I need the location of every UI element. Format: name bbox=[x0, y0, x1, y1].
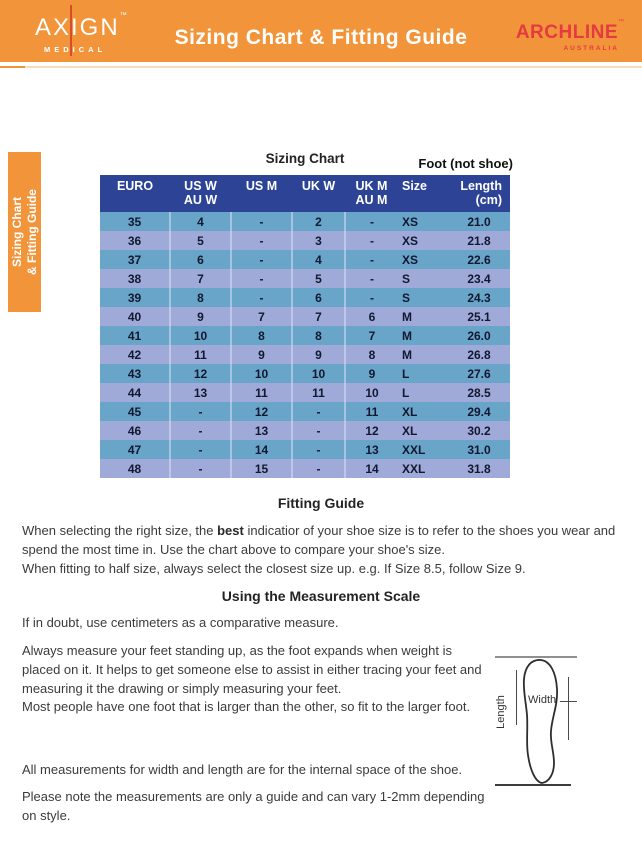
width-reference-line bbox=[568, 677, 569, 740]
table-cell: 39 bbox=[100, 288, 170, 307]
side-tab-label: Sizing Chart & Fitting Guide bbox=[9, 189, 39, 275]
table-cell: M bbox=[398, 326, 448, 345]
table-cell: - bbox=[231, 212, 292, 231]
table-cell: 31.0 bbox=[448, 440, 510, 459]
table-cell: 27.6 bbox=[448, 364, 510, 383]
sizing-table bbox=[100, 175, 511, 478]
table-cell: - bbox=[170, 402, 231, 421]
axign-brand-text: AXIGN bbox=[35, 14, 120, 41]
table-cell: 11 bbox=[345, 402, 398, 421]
table-cell: 13 bbox=[231, 421, 292, 440]
table-cell: - bbox=[231, 288, 292, 307]
table-cell: - bbox=[292, 440, 345, 459]
axign-trademark: ™ bbox=[119, 12, 127, 19]
table-cell: 46 bbox=[100, 421, 170, 440]
axign-logo bbox=[35, 14, 127, 54]
column-header-uk-w: UK W bbox=[292, 175, 345, 212]
table-cell: 43 bbox=[100, 364, 170, 383]
table-cell: 5 bbox=[292, 269, 345, 288]
table-cell: 8 bbox=[292, 326, 345, 345]
sizing-chart-title: Sizing Chart bbox=[265, 151, 345, 166]
archline-trademark: ™ bbox=[618, 19, 624, 25]
table-cell: 38 bbox=[100, 269, 170, 288]
measurement-paragraph-4: All measurements for width and length are for the internal space of the shoe. bbox=[22, 762, 463, 777]
table-cell: 6 bbox=[292, 288, 345, 307]
length-reference-line bbox=[516, 670, 517, 725]
table-cell: 10 bbox=[345, 383, 398, 402]
table-cell: 4 bbox=[292, 250, 345, 269]
axign-sub-text: MEDICAL bbox=[44, 45, 107, 54]
table-cell: 12 bbox=[231, 402, 292, 421]
table-cell: 31.8 bbox=[448, 459, 510, 478]
table-row bbox=[100, 326, 510, 345]
table-row bbox=[100, 440, 510, 459]
table-cell: 36 bbox=[100, 231, 170, 250]
measurement-paragraph-2: Always measure your feet standing up, as the foot expands when weight is placed on it. It helps to get someone else to assist in either tracing your feet and measuring it the drawing or simply measuring your feet. bbox=[22, 643, 482, 696]
table-cell: L bbox=[398, 364, 448, 383]
table-cell: 37 bbox=[100, 250, 170, 269]
table-cell: M bbox=[398, 345, 448, 364]
width-label: Width bbox=[528, 694, 557, 706]
fitting-guide-heading: Fitting Guide bbox=[277, 495, 365, 511]
table-cell: XS bbox=[398, 250, 448, 269]
foot-outline-icon bbox=[514, 657, 566, 787]
table-cell: 7 bbox=[345, 326, 398, 345]
table-cell: 22.6 bbox=[448, 250, 510, 269]
fitting-guide-paragraph-1: When selecting the right size, the best indicatior of your shoe size is to refer to the shoes you wear and spend the most time in. Use the chart above to compare your shoe's size. bbox=[22, 523, 616, 557]
table-cell: 12 bbox=[345, 421, 398, 440]
table-cell: 9 bbox=[292, 345, 345, 364]
table-cell: 4 bbox=[170, 212, 231, 231]
table-cell: XL bbox=[398, 402, 448, 421]
table-cell: L bbox=[398, 383, 448, 402]
table-row bbox=[100, 345, 510, 364]
table-cell: 9 bbox=[231, 345, 292, 364]
table-cell: M bbox=[398, 307, 448, 326]
table-cell: 26.0 bbox=[448, 326, 510, 345]
foot-measurement-diagram bbox=[492, 648, 642, 793]
table-cell: S bbox=[398, 269, 448, 288]
table-cell: XXL bbox=[398, 440, 448, 459]
table-cell: - bbox=[170, 440, 231, 459]
table-cell: 48 bbox=[100, 459, 170, 478]
table-row bbox=[100, 421, 510, 440]
table-cell: 23.4 bbox=[448, 269, 510, 288]
table-cell: 12 bbox=[170, 364, 231, 383]
column-header-us-w: US W AU W bbox=[170, 175, 231, 212]
table-row bbox=[100, 212, 510, 231]
sizing-table-body bbox=[100, 212, 510, 478]
table-cell: 5 bbox=[170, 231, 231, 250]
table-cell: - bbox=[170, 421, 231, 440]
table-row bbox=[100, 459, 510, 478]
side-tab bbox=[8, 152, 41, 312]
fitting-guide-paragraph-2: When fitting to half size, always select the closest size up. e.g. If Size 8.5, follow Size 9. bbox=[22, 561, 526, 576]
bold-word: best bbox=[217, 523, 244, 538]
measurement-heading: Using the Measurement Scale bbox=[221, 588, 421, 604]
table-cell: XXL bbox=[398, 459, 448, 478]
table-cell: 10 bbox=[292, 364, 345, 383]
page-title: Sizing Chart & Fitting Guide bbox=[174, 26, 468, 49]
table-cell: 10 bbox=[231, 364, 292, 383]
table-row bbox=[100, 402, 510, 421]
length-label: Length bbox=[495, 695, 507, 729]
table-row bbox=[100, 383, 510, 402]
table-cell: 3 bbox=[292, 231, 345, 250]
table-cell: 13 bbox=[345, 440, 398, 459]
table-cell: 26.8 bbox=[448, 345, 510, 364]
table-row bbox=[100, 250, 510, 269]
table-cell: 6 bbox=[170, 250, 231, 269]
sizing-table-header-row bbox=[100, 175, 510, 212]
table-cell: 30.2 bbox=[448, 421, 510, 440]
table-cell: 44 bbox=[100, 383, 170, 402]
table-cell: 9 bbox=[345, 364, 398, 383]
table-cell: 40 bbox=[100, 307, 170, 326]
table-cell: 11 bbox=[292, 383, 345, 402]
table-cell: S bbox=[398, 288, 448, 307]
archline-logo bbox=[515, 19, 624, 52]
table-cell: 9 bbox=[170, 307, 231, 326]
table-row bbox=[100, 307, 510, 326]
table-cell: - bbox=[292, 402, 345, 421]
table-cell: - bbox=[231, 250, 292, 269]
table-cell: 28.5 bbox=[448, 383, 510, 402]
table-cell: 8 bbox=[231, 326, 292, 345]
table-cell: - bbox=[292, 459, 345, 478]
table-row bbox=[100, 288, 510, 307]
table-row bbox=[100, 269, 510, 288]
table-row bbox=[100, 231, 510, 250]
table-cell: 21.0 bbox=[448, 212, 510, 231]
table-row bbox=[100, 364, 510, 383]
measurement-paragraph-3: Most people have one foot that is larger than the other, so fit to the larger foot. bbox=[22, 699, 471, 714]
header-banner bbox=[0, 0, 642, 62]
table-cell: XS bbox=[398, 231, 448, 250]
sizing-chart-table bbox=[100, 175, 511, 478]
table-cell: 24.3 bbox=[448, 288, 510, 307]
table-cell: 10 bbox=[170, 326, 231, 345]
table-cell: 25.1 bbox=[448, 307, 510, 326]
measurement-paragraph-1: If in doubt, use centimeters as a comparative measure. bbox=[22, 615, 339, 630]
table-cell: 7 bbox=[231, 307, 292, 326]
table-cell: 2 bbox=[292, 212, 345, 231]
table-cell: 6 bbox=[345, 307, 398, 326]
table-cell: 8 bbox=[170, 288, 231, 307]
table-cell: - bbox=[170, 459, 231, 478]
measurement-paragraph-5: Please note the measurements are only a guide and can vary 1-2mm depending on style. bbox=[22, 789, 485, 823]
table-cell: 21.8 bbox=[448, 231, 510, 250]
header-divider bbox=[0, 66, 642, 68]
table-cell: - bbox=[231, 269, 292, 288]
table-cell: 13 bbox=[170, 383, 231, 402]
table-cell: XS bbox=[398, 212, 448, 231]
table-cell: 7 bbox=[170, 269, 231, 288]
column-header-us-m: US M bbox=[231, 175, 292, 212]
table-cell: 45 bbox=[100, 402, 170, 421]
table-cell: 29.4 bbox=[448, 402, 510, 421]
table-cell: 14 bbox=[231, 440, 292, 459]
foot-not-shoe-note: Foot (not shoe) bbox=[418, 156, 513, 171]
table-cell: - bbox=[345, 269, 398, 288]
archline-brand-text: ARCHLINE bbox=[515, 22, 618, 43]
table-cell: - bbox=[345, 231, 398, 250]
table-cell: - bbox=[345, 250, 398, 269]
table-cell: 14 bbox=[345, 459, 398, 478]
column-header-length: Length (cm) bbox=[448, 175, 510, 212]
table-cell: 42 bbox=[100, 345, 170, 364]
table-cell: 15 bbox=[231, 459, 292, 478]
table-cell: 8 bbox=[345, 345, 398, 364]
width-tick-line bbox=[560, 701, 577, 702]
table-cell: XL bbox=[398, 421, 448, 440]
table-cell: 7 bbox=[292, 307, 345, 326]
table-cell: 11 bbox=[170, 345, 231, 364]
column-header-uk-m: UK M AU M bbox=[345, 175, 398, 212]
table-cell: - bbox=[231, 231, 292, 250]
table-cell: 41 bbox=[100, 326, 170, 345]
diagram-bottom-line bbox=[495, 784, 571, 786]
table-cell: 11 bbox=[231, 383, 292, 402]
table-cell: - bbox=[345, 288, 398, 307]
column-header-size: Size bbox=[398, 175, 448, 212]
table-cell: 35 bbox=[100, 212, 170, 231]
table-cell: - bbox=[292, 421, 345, 440]
table-cell: 47 bbox=[100, 440, 170, 459]
archline-sub-text: AUSTRALIA bbox=[563, 45, 619, 52]
table-cell: - bbox=[345, 212, 398, 231]
column-header-euro: EURO bbox=[100, 175, 170, 212]
